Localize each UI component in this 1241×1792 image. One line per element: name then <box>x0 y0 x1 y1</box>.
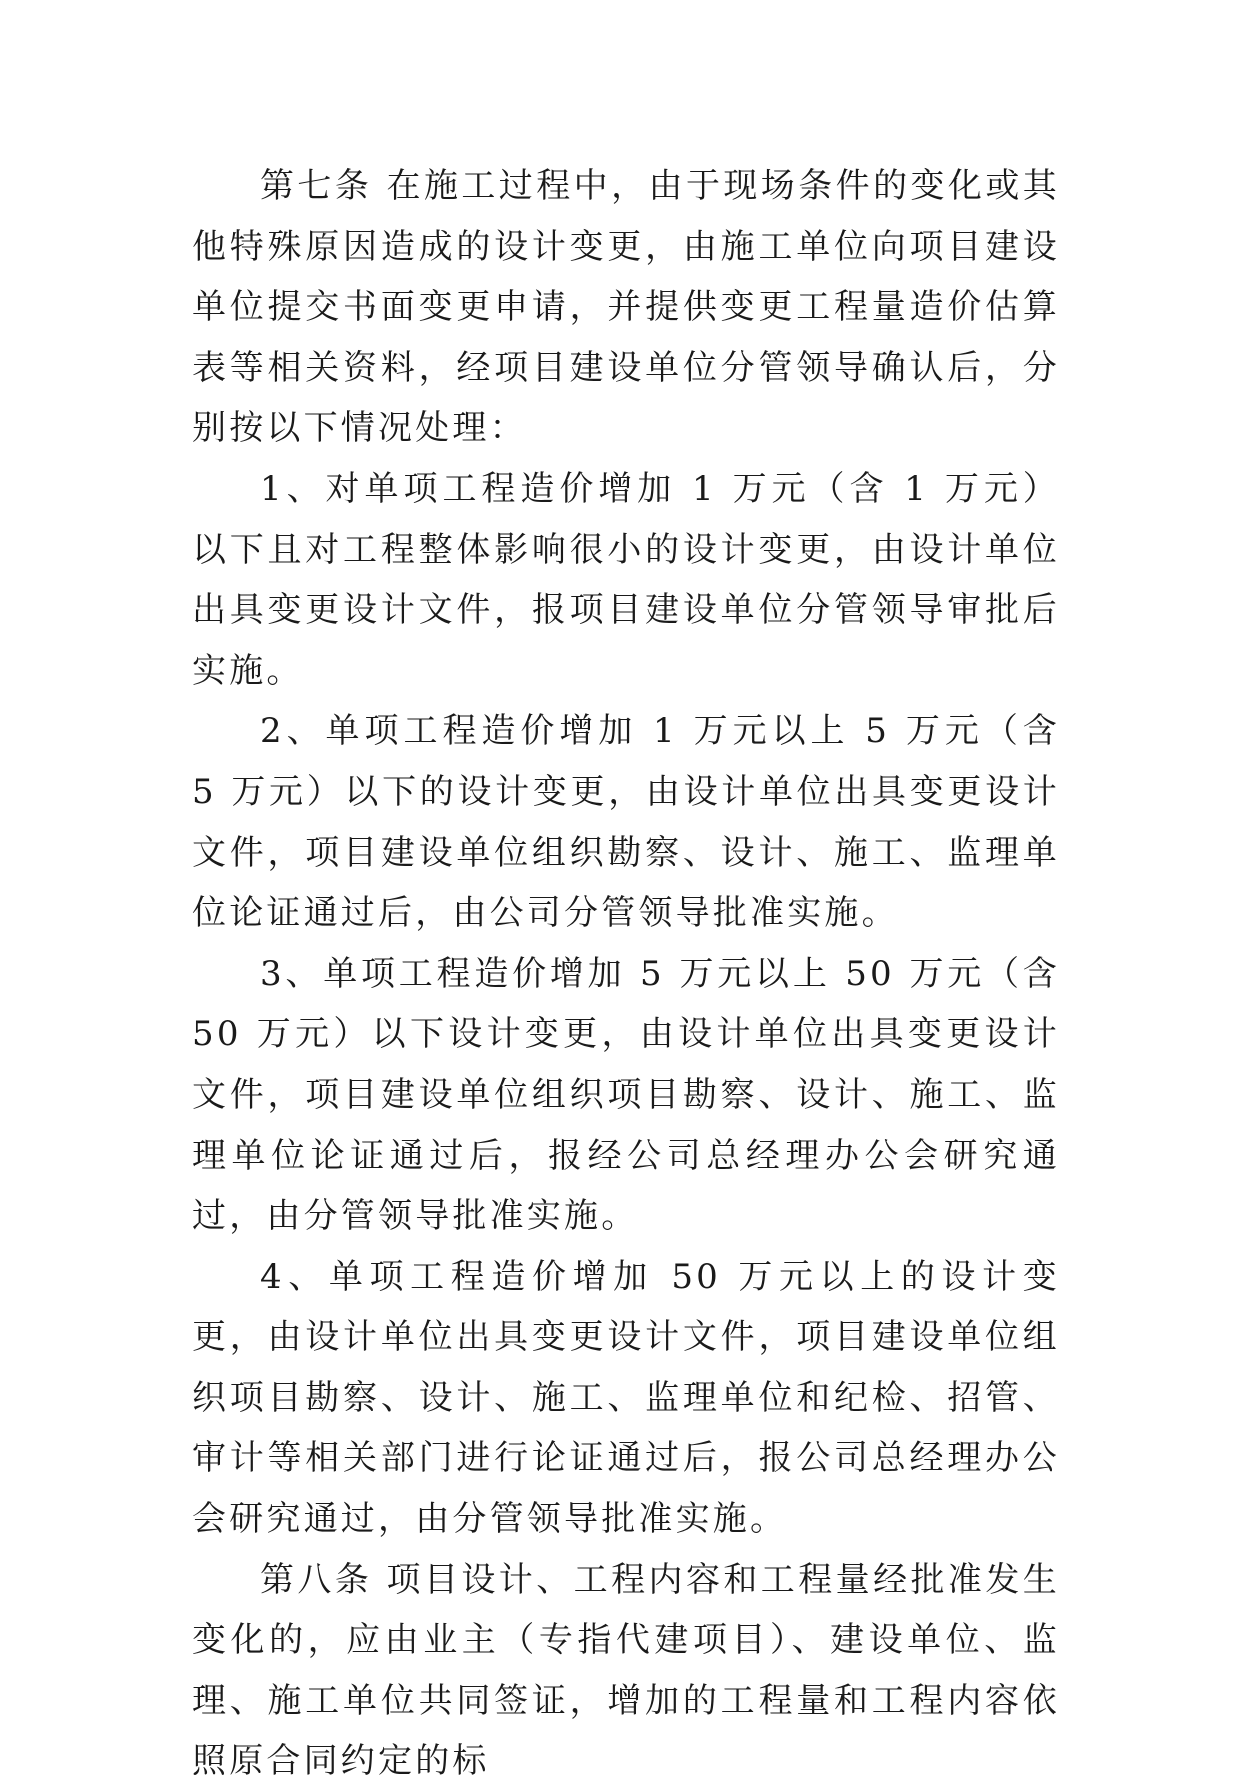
clause-3-paragraph: 3、单项工程造价增加 5 万元以上 50 万元（含 50 万元）以下设计变更，由设计单位出具变更设计文件，项目建设单位组织项目勘察、设计、施工、监理单位论证通过后，报经公司总经理办公会研究通过，由分管领导批准实施。 <box>192 953 1060 1237</box>
article-8-paragraph: 第八条 项目设计、工程内容和工程量经批准发生变化的，应由业主（专指代建项目）、建设单位、监理、施工单位共同签证，增加的工程量和工程内容依照原合同约定的标 <box>192 1559 1060 1782</box>
clause-4-paragraph: 4、单项工程造价增加 50 万元以上的设计变更，由设计单位出具变更设计文件，项目建设单位组织项目勘察、设计、施工、监理单位和纪检、招管、审计等相关部门进行论证通过后，报公司总经理办公会研究通过，由分管领导批准实施。 <box>192 1256 1060 1540</box>
clause-2-paragraph: 2、单项工程造价增加 1 万元以上 5 万元（含 5 万元）以下的设计变更，由设计单位出具变更设计文件，项目建设单位组织勘察、设计、施工、监理单位论证通过后，由公司分管领导批准实施。 <box>192 711 1060 934</box>
clause-1-paragraph: 1、对单项工程造价增加 1 万元（含 1 万元）以下且对工程整体影响很小的设计变更，由设计单位出具变更设计文件，报项目建设单位分管领导审批后实施。 <box>192 468 1060 691</box>
article-7-paragraph: 第七条 在施工过程中，由于现场条件的变化或其他特殊原因造成的设计变更，由施工单位向项目建设单位提交书面变更申请，并提供变更工程量造价估算表等相关资料，经项目建设单位分管领导确认后，分别按以下情况处理： <box>192 166 1060 449</box>
document-page <box>192 156 1060 1792</box>
